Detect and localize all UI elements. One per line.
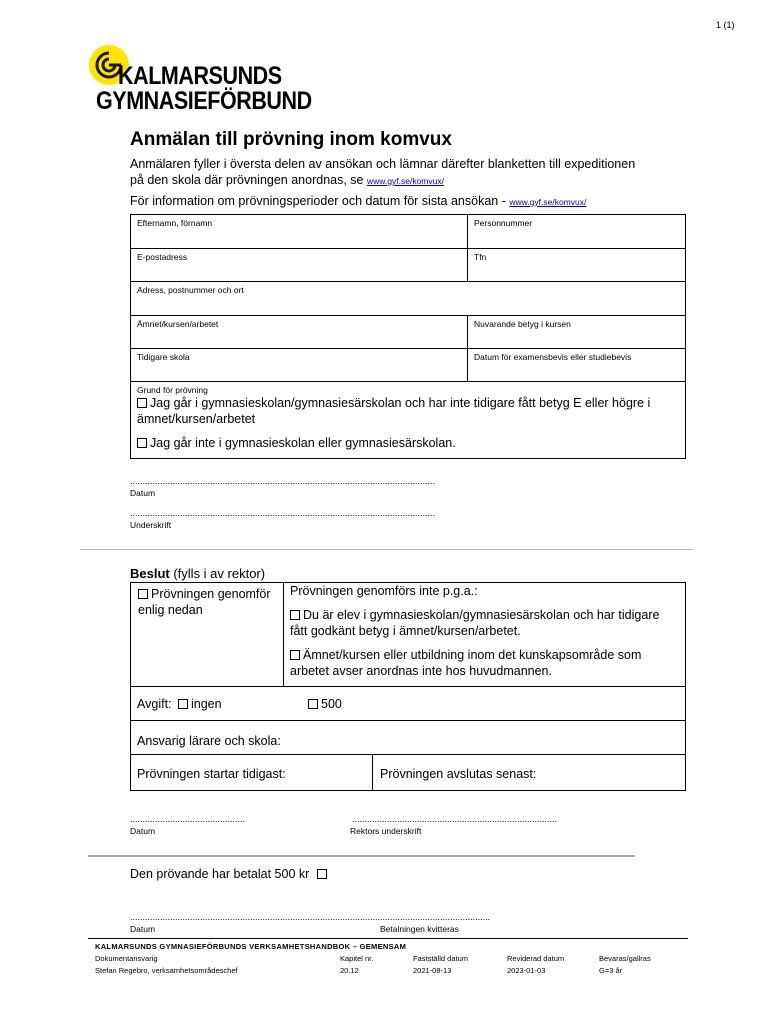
not-approved-cell — [283, 583, 686, 686]
footer-header-retention: Bevaras/gallras — [599, 954, 651, 963]
fee-500-option: 500 — [308, 696, 342, 712]
personnummer-label: Personnummer — [474, 218, 533, 228]
email-field[interactable] — [131, 249, 467, 281]
address-row — [131, 282, 685, 316]
grade-label: Nuvarande betyg i kursen — [474, 319, 571, 329]
phone-field[interactable] — [467, 249, 686, 281]
reason-row — [131, 382, 685, 458]
footer-value-revised: 2023-01-03 — [507, 966, 546, 975]
payment-receipt-label: Betalningen kvitteras — [380, 924, 459, 934]
subject-label: Ämnet/kursen/arbetet — [137, 319, 219, 329]
fee-none-checkbox[interactable] — [178, 699, 188, 709]
subject-field[interactable] — [131, 316, 467, 348]
diploma-date-label: Datum för examensbevis eller studiebevis — [474, 352, 632, 362]
footer-value-established: 2021-08-13 — [413, 966, 452, 975]
section-divider — [80, 549, 693, 550]
date-label: Datum — [130, 488, 156, 498]
decision-table — [130, 582, 686, 791]
footer-value-retention: G=3 år — [599, 966, 623, 975]
subject-row — [131, 316, 685, 349]
email-label: E-postadress — [137, 252, 188, 262]
school-label: Tidigare skola — [137, 352, 190, 362]
application-table — [130, 214, 686, 459]
start-date-field[interactable] — [131, 755, 372, 790]
rektor-signature-label: Rektors underskrift — [350, 826, 422, 836]
name-field[interactable] — [131, 215, 467, 248]
decision-date-label: Datum — [130, 826, 156, 836]
logo-text-line1: KALMARSUNDS — [118, 62, 282, 90]
reason-option-1: Jag går i gymnasieskolan/gymnasiesärskolan och har inte tidigare fått betyg E eller högre i ämnet/kursen/arbetet — [137, 396, 651, 426]
komvux-info-link[interactable]: www.gyf.se/komvux/ — [509, 197, 587, 207]
address-field[interactable] — [131, 282, 686, 315]
fee-row — [131, 687, 685, 721]
payment-date-label: Datum — [130, 924, 156, 934]
footer-header-established: Fastställd datum — [413, 954, 469, 963]
reason-option-2-checkbox[interactable] — [137, 438, 147, 448]
not-reason-2: Ämnet/kursen eller utbildning inom det kunskapsområde som arbetet avser anordnas inte hos huvudmannen. — [290, 648, 642, 678]
footer-org: KALMARSUNDS GYMNASIEFÖRBUNDS VERKSAMHETSHANDBOK – GEMENSAM — [95, 942, 407, 951]
end-date-field[interactable] — [372, 755, 686, 790]
komvux-link[interactable]: www.gyf.se/komvux/ — [366, 176, 444, 186]
diploma-date-field[interactable] — [467, 349, 686, 381]
payment-statement: Den prövande har betalat 500 kr — [130, 867, 330, 881]
footer-header-owner: Dokumentansvarig — [95, 954, 158, 963]
name-label: Efternamn, förnamn — [137, 218, 213, 228]
footer-rule — [88, 938, 688, 939]
signature-line[interactable]: .......................................................................................................................... — [130, 508, 436, 518]
not-approved-heading: Prövningen genomförs inte p.g.a.: — [290, 584, 478, 598]
reason-option-1-checkbox[interactable] — [137, 398, 147, 408]
payment-line[interactable]: ................................................................................................................................................ — [130, 912, 491, 922]
reason-label: Grund för prövning — [137, 385, 208, 395]
not-reason-1-checkbox[interactable] — [290, 610, 300, 620]
approved-option: Prövningen genomför enlig nedan — [138, 587, 271, 617]
footer-header-revised: Reviderad datum — [507, 954, 565, 963]
footer-value-chapter: 20.12 — [340, 966, 359, 975]
decision-date-line[interactable]: .............................................. — [130, 814, 246, 824]
reason-option-2: Jag går inte i gymnasieskolan eller gymnasiesärskolan. — [137, 435, 677, 451]
phone-label: Tfn — [474, 252, 487, 262]
address-label: Adress, postnummer och ort — [137, 285, 244, 295]
rektor-signature-line[interactable]: .................................................................................. — [352, 814, 558, 824]
approved-cell — [131, 583, 283, 686]
teacher-row[interactable] — [131, 721, 685, 755]
name-row — [131, 215, 685, 249]
fee-none-option: ingen — [178, 696, 222, 712]
end-date-label: Prövningen avslutas senast: — [380, 767, 537, 781]
decision-outcome-row — [131, 583, 685, 687]
date-line[interactable]: .......................................................................................................................... — [130, 476, 436, 486]
page-number: 1 (1) — [716, 20, 735, 30]
approved-checkbox[interactable] — [138, 589, 148, 599]
payment-checkbox[interactable] — [317, 869, 327, 879]
school-row — [131, 349, 685, 382]
page-title: Anmälan till prövning inom komvux — [130, 129, 452, 150]
start-date-label: Prövningen startar tidigast: — [137, 767, 286, 781]
info-text: För information om prövningsperioder och datum för sista ansökan - www.gyf.se/komvux/ — [130, 194, 587, 208]
intro-text: Anmälaren fyller i översta delen av ansökan och lämnar därefter blanketten till expeditionen på den skola där prövningen anordnas, se www.gyf.se/komvux/ — [130, 157, 636, 187]
fee-label: Avgift: — [137, 697, 172, 711]
signature-label: Underskrift — [130, 520, 172, 530]
decision-heading: Beslut (fylls i av rektor) — [130, 566, 266, 581]
not-reason-1: Du är elev i gymnasieskolan/gymnasiesärskolan och har tidigare fått godkänt betyg i ämnet/kursen/arbetet. — [290, 608, 660, 638]
footer-value-owner: Stefan Regebro, verksamhetsområdeschef — [95, 966, 238, 975]
logo-text-line2: GYMNASIEFÖRBUND — [96, 87, 312, 115]
teacher-label: Ansvarig lärare och skola: — [137, 734, 281, 748]
grade-field[interactable] — [467, 316, 686, 348]
payment-divider — [88, 855, 635, 857]
personnummer-field[interactable] — [467, 215, 686, 248]
not-reason-2-checkbox[interactable] — [290, 650, 300, 660]
footer-header-chapter: Kapitel nr. — [340, 954, 374, 963]
contact-row — [131, 249, 685, 282]
fee-500-checkbox[interactable] — [308, 699, 318, 709]
school-field[interactable] — [131, 349, 467, 381]
dates-row — [131, 755, 685, 790]
